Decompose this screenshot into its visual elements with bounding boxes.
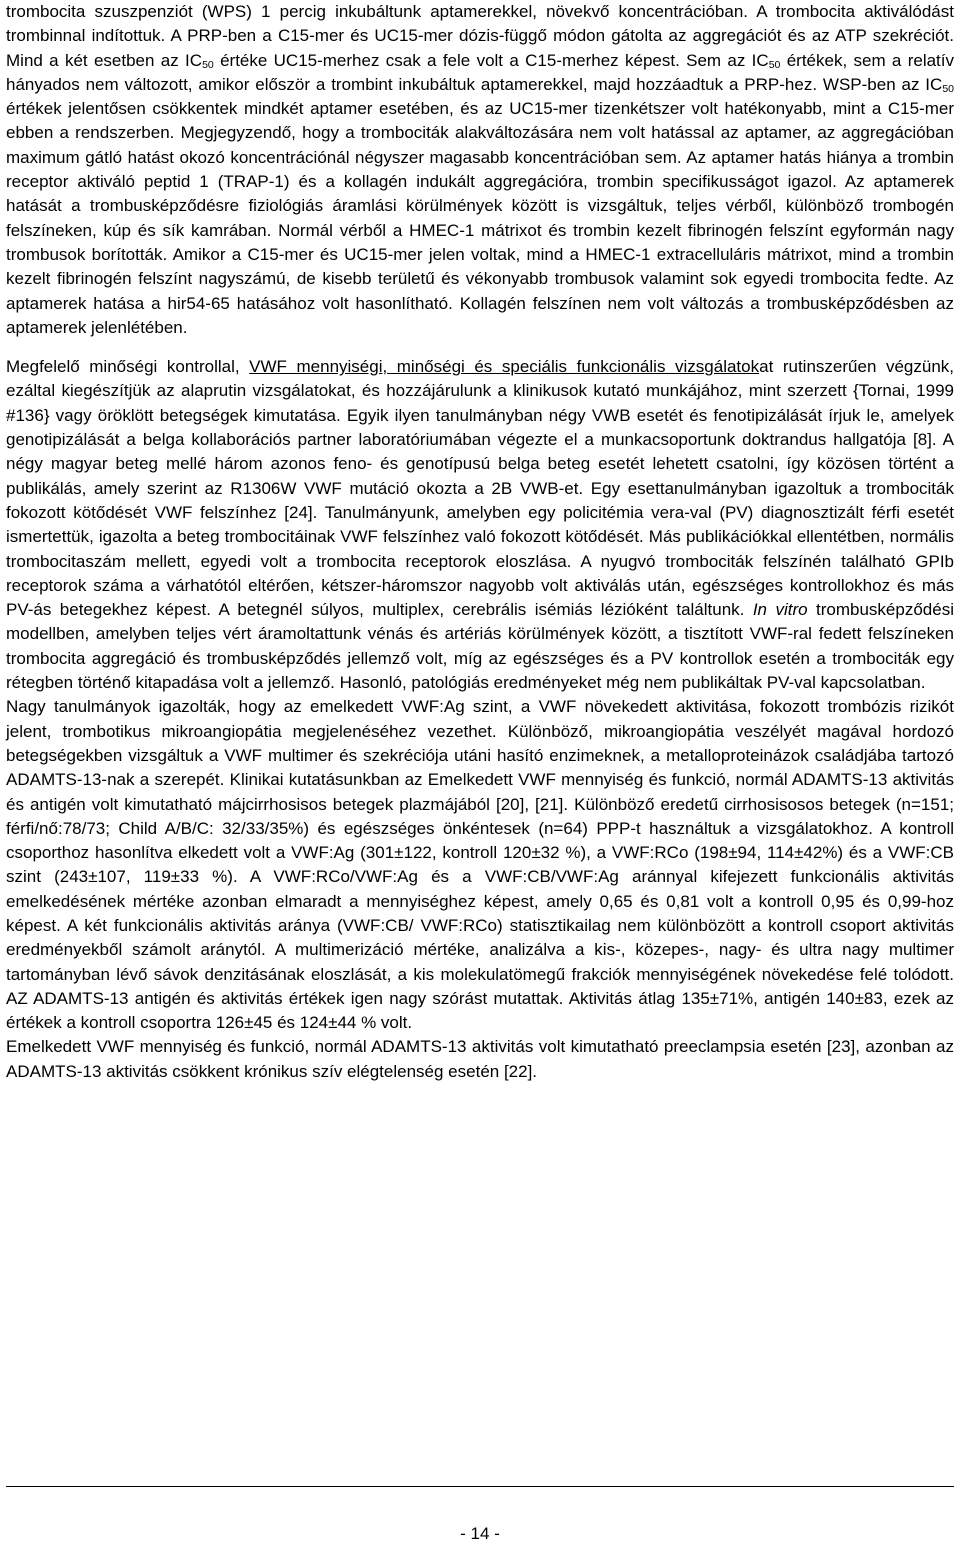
text-run: Megfelelő minőségi kontrollal,: [6, 357, 250, 377]
text-run: értékek, sem a relatív hányados nem változott, amikor először a trombint inkubáltuk aptamerekkel, majd hozzáadtuk a PRP-hez. WSP-ben az IC: [6, 50, 955, 94]
subscript-50: 50: [768, 58, 781, 71]
paragraph-preeclampsia: Emelkedett VWF mennyiség és funkció, normál ADAMTS-13 aktivitás volt kimutatható preeclampsia esetén [23], azonban az ADAMTS-13 aktivitás csökkent krónikus szív elégtelenség esetén [22].: [6, 1037, 954, 1081]
text-run: trombusképződési modellben, amelyben teljes vért áramoltattunk vénás és artériás körülmények között, a tisztított VWF-ral fedett felszíneken trombocita aggregáció és trombusképződés jellemző volt, míg az egészséges és a PV kontrollok esetén a trombociták egy rétegben történő kitapadása volt a jellemző. Hasonló, patológiás eredményeket még nem publikáltak PV-val kapcsolatban.: [6, 600, 954, 693]
paragraph-aptamer-results: [6, 0, 954, 340]
paragraph-adamts13-studies: Nagy tanulmányok igazolták, hogy az emelkedett VWF:Ag szint, a VWF növekedett aktivitása, fokozott trombózis rizikót jelent, trombotikus mikroangiopátia megjelenéséhez vezethet. Különböző, mikroangiopátia veszélyét magával hordozó betegségekben vizsgáltuk a VWF multimer és szekréciója utáni hasító enzimeknek, a metalloproteinázok családjába tartozó ADAMTS-13-nak a szerepét. Klinikai kutatásunkban az Emelkedett VWF mennyiség és funkció, normál ADAMTS-13 aktivitás és antigén volt kimutatható májcirrhosisos betegek plazmájából [20], [21]. Különböző eredetű cirrhosisosos betegek (n=151; férfi/nő:78/73; Child A/B/C: 32/33/35%) és egészséges önkéntesek (n=64) PPP-t használtuk a vizsgálatokhoz. A kontroll csoporthoz hasonlítva elkedett volt a VWF:Ag (301±122, kontroll 120±32 %), a VWF:RCo (198±94, 114±42%) és a VWF:CB szint (243±107, 119±33 %). A VWF:RCo/VWF:Ag és a VWF:CB/VWF:Ag aránnyal kifejezett funkcionális aktivitás emelkedésének mértéke azonban elmaradt a mennyiséghez képest, amely 0,65 és 0,81 volt a kontroll 0,95 és 0,99-hoz képest. A két funkcionális aktivitás aránya (VWF:CB/ VWF:RCo) statisztikailag nem különbözött a kontroll csoport aktivitás eredményekből számolt aránytól. A multimerizáció mértéke, analizálva a kis-, közepes-, nagy- és ultra nagy multimer tartományban lévő sávok denzitásának eloszlását, a kis molekulatömegű frakciók mennyiségének növekedése felé tolódott. AZ ADAMTS-13 antigén és aktivitás értékek igen nagy szórást mutattak. Aktivitás átlag 135±71%, antigén 140±83, ezek az értékek a kontroll csoportra 126±45 és 124±44 % volt.: [6, 697, 954, 1033]
page-number: - 14 -: [460, 1524, 500, 1543]
text-run: trombocita szuszpenziót (WPS) 1 percig inkubáltunk aptamerekkel, növekvő koncentrációban. A trombocita aktiválódást trombinnal indítottuk. A PRP-ben a C15-mer és UC15-mer dózis-függő módon gátolta az aggregációt és az ATP szekréciót. Mind a két esetben az IC: [6, 2, 954, 70]
footer-divider: [6, 1486, 954, 1487]
text-run: értékek jelentősen csökkentek mindkét aptamer esetében, és az UC15-mer tizenkétszer volt hatékonyabb, mint a C15-mer ebben a rendszerben. Megjegyzendő, hogy a trombociták alakváltozására nem volt hatással az aptamer, az aggregációban maximum gátló hatást okozó koncentrációnál négyszer magasabb koncentrációban sem. Az aptamer hatás hiánya a trombin receptor aktiváló peptid 1 (TRAP-1) és a kollagén indukált aggregációra, trombin specifikusságot igazol. Az aptamerek hatását a trombusképződésre fiziológiás áramlási körülmények között is vizsgáltuk, teljes vérből, különböző trombogén felszíneken, kúp és sík kamrában. Normál vérből a HMEC-1 mátrixot és trombin kezelt fibrinogén felszínt egyformán nagy trombusok borították. Amikor a C15-mer és UC15-mer jelen voltak, mind a HMEC-1 extracelluláris mátrixot, mind a trombin kezelt fibrinogén felszínt nagyszámú, de kisebb területű és vékonyabb trombusok valamint sok egyedi trombocita fedte. Az aptamerek hatása a hir54-65 hatásához volt hasonlítható. Kollagén felszínen nem volt változás a trombusképződésben az aptamerek jelenlétében.: [6, 99, 954, 337]
underlined-text: VWF mennyiségi, minőségi és speciális funkcionális vizsgálatok: [249, 357, 760, 377]
italic-text: In vitro: [752, 600, 808, 620]
text-run: értéke UC15-merhez csak a fele volt a C15-merhez képest. Sem az IC: [213, 50, 769, 70]
document-page: [6, 0, 954, 1084]
text-run: at rutinszerűen végzünk, ezáltal kiegészítjük az alaprutin vizsgálatokat, és hozzájárulunk a klinikusok kutató munkájához, mint szerzett {Tornai, 1999 #136} vagy öröklött betegségek kimutatása. Egyik ilyen tanulmányban négy VWB esetét és fenotipizálását írjuk le, amelyek genotipizálását a belga kollaborációs partner laboratóriumában végezte el a munkacsoportunk doktrandus hallgatója [8]. A négy magyar beteg mellé három azonos feno- és genotípusú belga beteg esetét lehetett csatolni, így közösen történt a publikálás, amely szerint az R1306W VWF mutáció okozta a 2B VWB-et. Egy esettanulmányban igazoltuk a trombociták fokozott kötődését VWF felszínhez [24]. Tanulmányunk, amelyben egy policitémia vera-val (PV) diagnosztizált férfi esetét ismertettük, igazolta a beteg trombocitáinak VWF felszínhez való fokozott kötődését. Más publikációkkal ellentétben, normális trombocitaszám mellett, egyedi volt a trombocita receptorok eloszlása. A nyugvó trombociták felszínén található GPIb receptorok száma a várhatótól eltérően, kétszer-háromszor nagyobb volt aktiválás után, egészséges kontrollokhoz és más PV-ás betegekhez képest. A betegnél súlyos, multiplex, cerebrális isémiás lézióként találtunk.: [6, 357, 954, 620]
paragraph-vwf-quality-control: [6, 355, 954, 695]
subscript-50: 50: [942, 82, 954, 95]
subscript-50: 50: [202, 58, 214, 71]
